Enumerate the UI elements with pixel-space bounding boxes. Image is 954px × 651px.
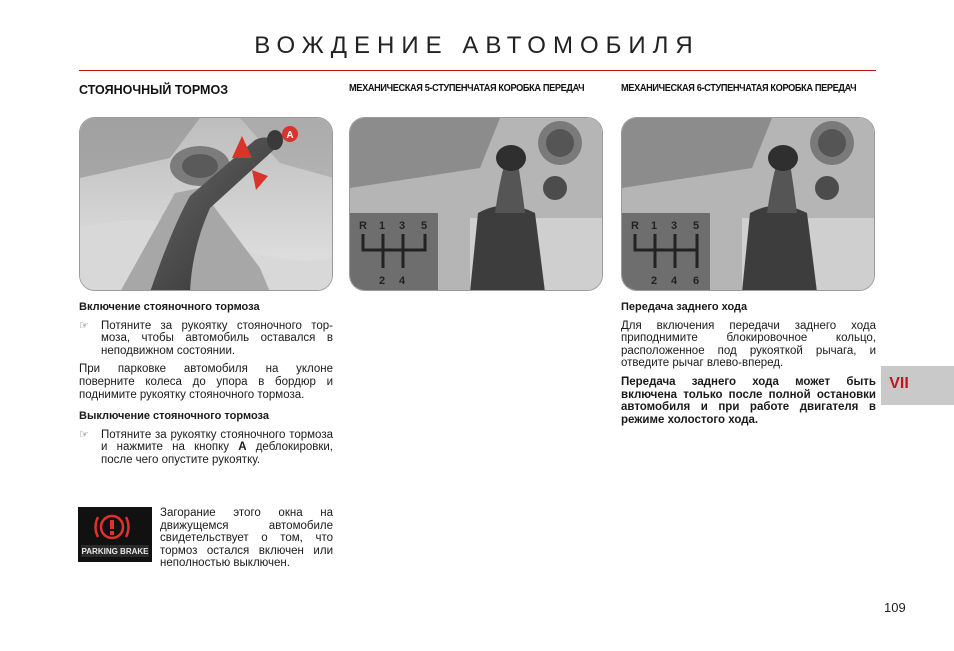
chapter-number: VII (889, 375, 909, 392)
engage-title: Включение стояночного тормоза (79, 301, 260, 313)
gear6-label-4: 4 (671, 275, 678, 287)
release-key: A (238, 441, 247, 454)
gear6-label-1: 1 (651, 220, 658, 232)
gearbox-5-photo (349, 117, 603, 291)
reverse-title: Передача заднего хода (621, 301, 748, 313)
release-bullet (79, 429, 333, 467)
release-instruction (101, 429, 333, 467)
warning-description: Загорание этого окна на движущемся автомобиле свидетельствует о том, что тормоз остался включен или неполностью выключен. (160, 507, 333, 570)
release-text-b: деблокировки, после чего опустите рукоятку. (101, 441, 334, 466)
chapter-tab (881, 366, 954, 405)
slope-paragraph: При парковке автомобиля на уклоне поверните колеса до упора в бордюр и поднимите рукоятку стояночного тормоза. (79, 363, 333, 401)
heading-gearbox-6: МЕХАНИЧЕСКАЯ 6-СТУПЕНЧАТАЯ КОРОБКА ПЕРЕДАЧ (621, 83, 857, 94)
gear5-label-4: 4 (399, 275, 406, 287)
engage-bullet (79, 320, 333, 358)
engage-instruction: Потяните за рукоятку стояночного тор-моза, чтобы автомобиль оставался в неподвижном состоянии. (101, 319, 333, 357)
parking-brake-warning-lamp (78, 507, 152, 562)
gear6-label-6: 6 (693, 275, 700, 287)
page-number: 109 (884, 600, 906, 615)
heading-parking-brake: СТОЯНОЧНЫЙ ТОРМОЗ (79, 83, 229, 97)
gear6-label-r: R (631, 220, 639, 232)
gear5-label-1: 1 (379, 220, 386, 232)
reverse-gear-text (621, 301, 876, 426)
gear6-label-3: 3 (671, 220, 678, 232)
page-title: ВОЖДЕНИЕ АВТОМОБИЛЯ (254, 32, 700, 59)
gear6-label-5: 5 (693, 220, 700, 232)
pointing-hand-icon: ☞ (79, 428, 89, 441)
reverse-note: Передача заднего хода может быть включена только после полной остановки автомобиля и при работе двигателя в режиме холостого хода. (621, 375, 876, 426)
title-divider (79, 70, 876, 71)
pointing-hand-icon: ☞ (79, 319, 89, 332)
heading-gearbox-5: МЕХАНИЧЕСКАЯ 5-СТУПЕНЧАТАЯ КОРОБКА ПЕРЕДАЧ (349, 83, 585, 94)
gear5-label-2: 2 (379, 275, 386, 287)
parking-brake-photo (79, 117, 333, 291)
gear5-label-r: R (359, 220, 367, 232)
gear5-label-3: 3 (399, 220, 406, 232)
warning-lamp-label: PARKING BRAKE (81, 547, 149, 556)
parking-brake-text (79, 301, 333, 467)
gear5-label-5: 5 (421, 220, 428, 232)
release-title: Выключение стояночного тормоза (79, 410, 269, 423)
gear6-label-2: 2 (651, 275, 658, 287)
reverse-paragraph: Для включения передачи заднего хода приподнимите блокировочное кольцо, расположенное под рукояткой рычага, и отведите рычаг влево-вперед. (621, 319, 876, 370)
button-a-label: A (286, 130, 294, 141)
gearbox-6-photo (621, 117, 875, 291)
release-text-a: Потяните за рукоятку стояночного тормоза и нажмите на кнопку (101, 428, 333, 454)
